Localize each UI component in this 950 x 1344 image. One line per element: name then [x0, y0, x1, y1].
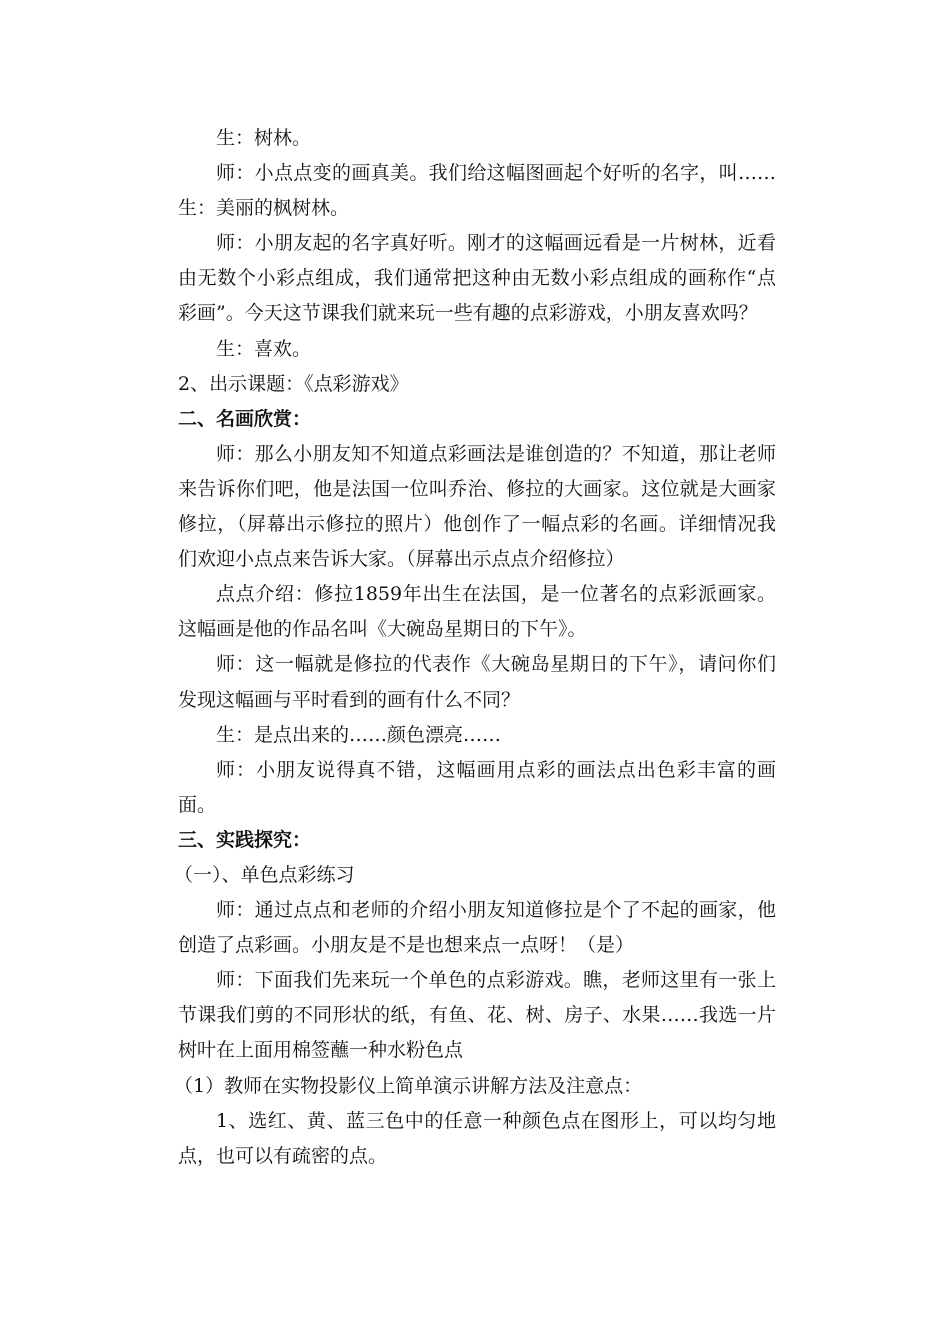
dialogue-teacher-question: 师：这一幅就是修拉的代表作《大碗岛星期日的下午》，请问你们发现这幅画与平时看到的画有什么不同？: [178, 653, 776, 711]
dialogue-teacher-seurat: 师：那么小朋友知不知道点彩画法是谁创造的？不知道，那让老师来告诉你们吧，他是法国一位叫乔治、修拉的大画家。这位就是大画家修拉，（屏幕出示修拉的照片）他创作了一幅点彩的名画。详细情况我们欢迎小点点来告诉大家。（屏幕出示点点介绍修拉）: [178, 442, 776, 571]
instruction-item-1: 1、选红、黄、蓝三色中的任意一种颜色点在图形上，可以均匀地点，也可以有疏密的点。: [178, 1109, 776, 1167]
section-heading-masterpiece: 二、名画欣赏：: [178, 407, 312, 430]
section-heading-practice: 三、实践探究：: [178, 828, 312, 851]
dialogue-teacher-pointillism-intro: 师：小朋友起的名字真好听。刚才的这幅画远看是一片树林，近看由无数个小彩点组成，我们通常把这种由无数小彩点组成的画称作“点彩画”。今天这节课我们就来玩一些有趣的点彩游戏，小朋友喜欢吗？: [178, 232, 776, 325]
dialogue-student-observation: 生：是点出来的……颜色漂亮……: [216, 723, 502, 746]
dialogue-diandian-intro: 点点介绍：修拉1859年出生在法国，是一位著名的点彩派画家。这幅画是他的作品名叫《大碗岛星期日的下午》。: [178, 583, 776, 641]
step-teacher-demo: （1）教师在实物投影仪上简单演示讲解方法及注意点：: [174, 1074, 643, 1097]
document-body: [174, 121, 776, 1174]
dialogue-student-answer: 生：树林。: [216, 127, 312, 149]
dialogue-teacher-encourage: 师：通过点点和老师的介绍小朋友知道修拉是个了不起的画家，他创造了点彩画。小朋友是不是也想来点一点呀！（是）: [178, 899, 776, 957]
dialogue-teacher-game: 师：下面我们先来玩一个单色的点彩游戏。瞧，老师这里有一张上节课我们剪的不同形状的纸，有鱼、花、树、房子、水果……我选一片树叶在上面用棉签蘸一种水粉色点: [178, 969, 776, 1062]
dialogue-teacher-summary: 师：小朋友说得真不错，这幅画用点彩的画法点出色彩丰富的画面。: [178, 758, 776, 816]
dialogue-student-like: 生：喜欢。: [216, 337, 312, 360]
dialogue-teacher-naming: 师：小点点变的画真美。我们给这幅图画起个好听的名字，叫……生：美丽的枫树林。: [178, 162, 776, 220]
step-show-title: 2、出示课题：《点彩游戏》: [178, 372, 409, 395]
subsection-single-color: （一）、单色点彩练习: [174, 863, 355, 886]
